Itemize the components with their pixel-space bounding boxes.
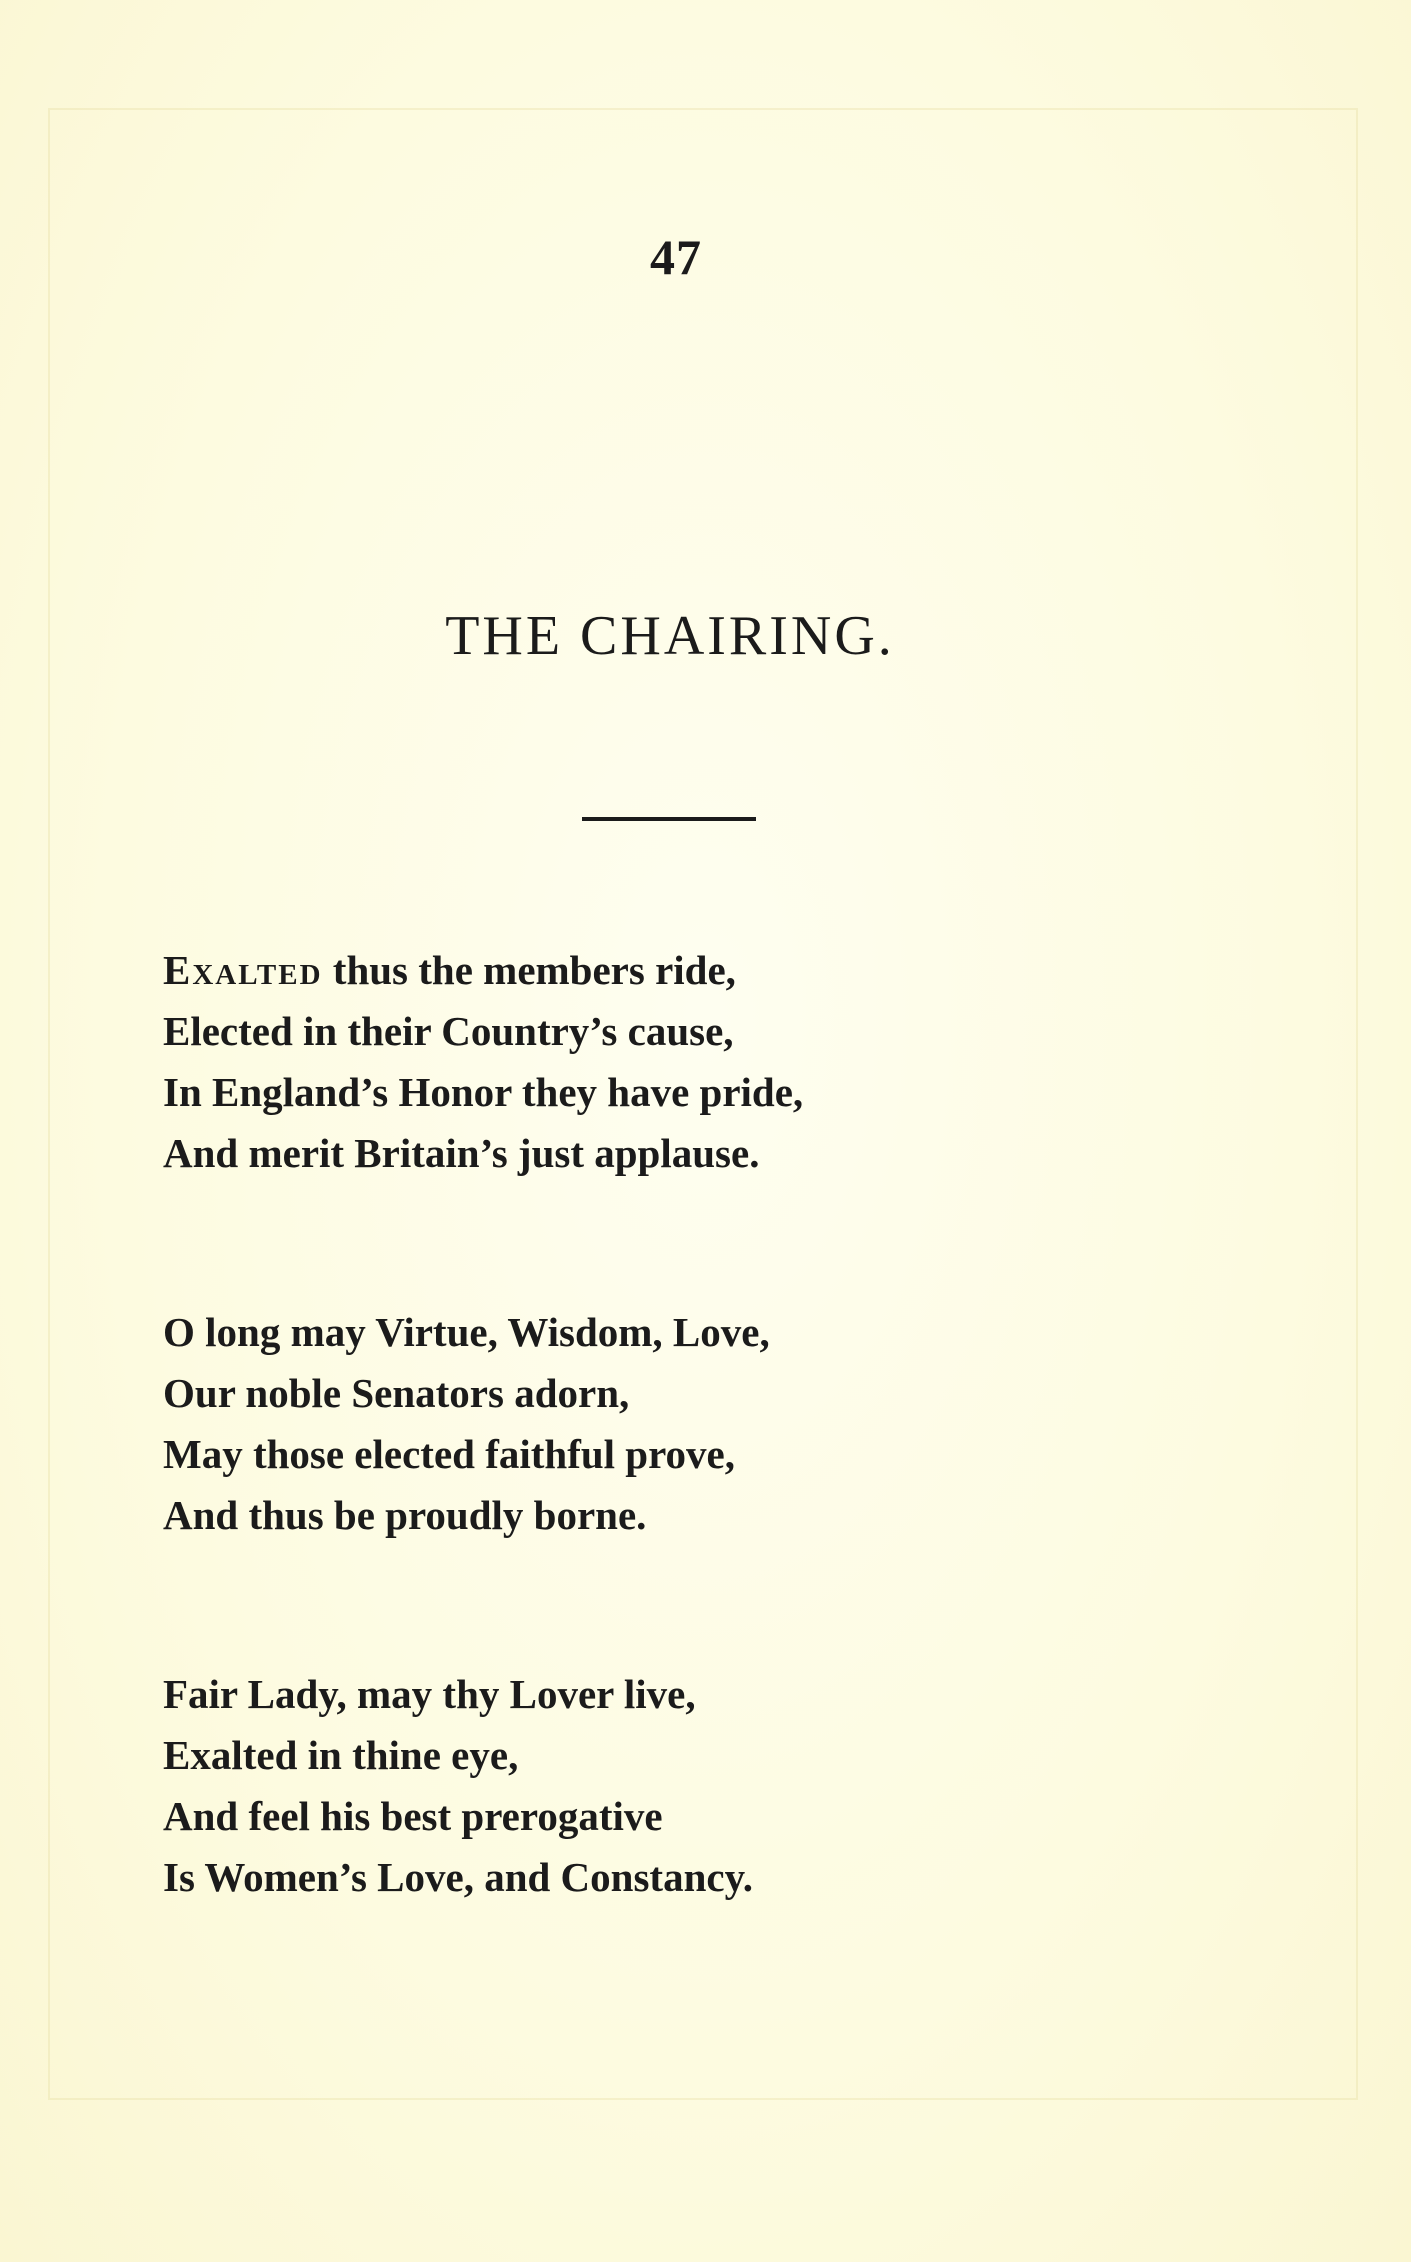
poem-line: And thus be proudly borne. xyxy=(163,1492,647,1538)
poem-line: Elected in their Country’s cause, xyxy=(163,1008,734,1054)
poem-line: Our noble Senators adorn, xyxy=(163,1370,630,1416)
page-number: 47 xyxy=(650,229,702,285)
opening-word: Exalted xyxy=(163,947,323,993)
poem-title: THE CHAIRING. xyxy=(445,605,895,667)
poem-line: And feel his best prerogative xyxy=(163,1793,663,1839)
poem-line: In England’s Honor they have pride, xyxy=(163,1069,804,1115)
poem-line: Is Women’s Love, and Constancy. xyxy=(163,1854,754,1900)
poem-line: May those elected faithful prove, xyxy=(163,1431,735,1477)
stanza-2 xyxy=(163,1302,1263,1546)
poem-line: And merit Britain’s just applause. xyxy=(163,1130,760,1176)
poem-line: O long may Virtue, Wisdom, Love, xyxy=(163,1309,770,1355)
poem-line: Fair Lady, may thy Lover live, xyxy=(163,1671,696,1717)
stanza-3 xyxy=(163,1664,1263,1908)
poem-line: Exalted in thine eye, xyxy=(163,1732,519,1778)
poem-line xyxy=(163,940,1263,1001)
stanza-1 xyxy=(163,940,1263,1184)
poem-line-text: thus the members ride, xyxy=(322,947,736,993)
title-rule xyxy=(582,817,756,821)
poem-body xyxy=(163,940,1263,2026)
